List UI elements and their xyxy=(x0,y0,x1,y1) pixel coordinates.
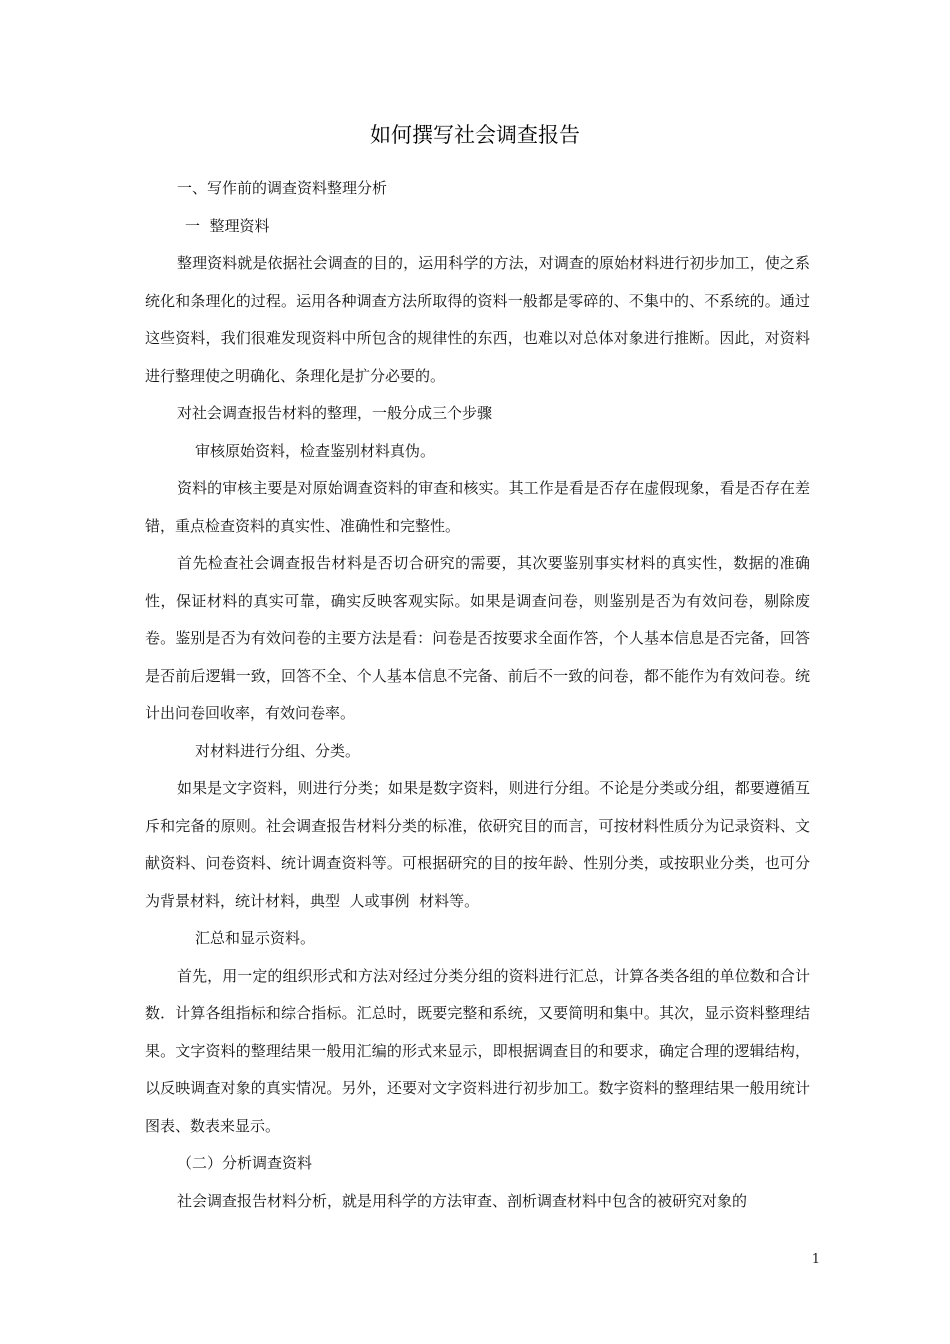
paragraph: 首先，用一定的组织形式和方法对经过分类分组的资料进行汇总，计算各类各组的单位数和合计数．计算各组指标和综合指标。汇总时，既要完整和系统，又要简明和集中。其次，显示资料整理结果。文字资料的整理结果一般用汇编的形式来显示，即根据调查目的和要求，确定合理的逻辑结构，以反映调查对象的真实情况。另外，还要对文字资料进行初步加工。数字资料的整理结果一般用统计图表、数表来显示。 xyxy=(145,966,810,1135)
page-number: 1 xyxy=(811,1252,820,1267)
paragraph: 对社会调查报告材料的整理，一般分成三个步骤 xyxy=(177,404,493,422)
document-body xyxy=(145,170,810,1220)
step-heading: 审核原始资料，检查鉴别材料真伪。 xyxy=(195,441,436,460)
step-heading: 对材料进行分组、分类。 xyxy=(195,741,361,760)
paragraph: 首先检查社会调查报告材料是否切合研究的需要，其次要鉴别事实材料的真实性，数据的准确性，保证材料的真实可靠，确实反映客观实际。如果是调查问卷，则鉴别是否为有效问卷，剔除废卷。鉴别是否为有效问卷的主要方法是看：问卷是否按要求全面作答，个人基本信息是否完备，回答是否前后逻辑一致，回答不全、个人基本信息不完备、前后不一致的问卷，都不能作为有效问卷。统计出问卷回收率，有效问卷率。 xyxy=(145,554,810,722)
paragraph: 社会调查报告材料分析，就是用科学的方法审查、剖析调查材料中包含的被研究对象的 xyxy=(177,1191,748,1210)
document-title: 如何撰写社会调查报告 xyxy=(370,123,580,147)
step-heading: 汇总和显示资料。 xyxy=(195,929,316,947)
section-heading: 一、写作前的调查资料整理分析 xyxy=(177,179,388,197)
paragraph: 如果是文字资料，则进行分类；如果是数字资料，则进行分组。不论是分类或分组，都要遵循互斥和完备的原则。社会调查报告材料分类的标准，依研究目的而言，可按材料性质分为记录资料、文献资料、问卷资料、统计调查资料等。可根据研究的目的按年龄、性别分类，或按职业分类，也可分为背景材料，统计材料，典型 人或事例 材料等。 xyxy=(145,779,810,910)
subsection-heading: （二）分析调查资料 xyxy=(177,1154,313,1172)
paragraph: 整理资料就是依据社会调查的目的，运用科学的方法，对调查的原始材料进行初步加工，使之系统化和条理化的过程。运用各种调查方法所取得的资料一般都是零碎的、不集中的、不系统的。通过这些资料，我们很难发现资料中所包含的规律性的东西，也难以对总体对象进行推断。因此，对资料进行整理使之明确化、条理化是扩分必要的。 xyxy=(145,254,810,385)
paragraph: 资料的审核主要是对原始调查资料的审查和核实。其工作是看是否存在虚假现象，看是否存在差错，重点检查资料的真实性、准确性和完整性。 xyxy=(145,479,810,535)
subsection-heading: 一 整理资料 xyxy=(185,216,270,235)
